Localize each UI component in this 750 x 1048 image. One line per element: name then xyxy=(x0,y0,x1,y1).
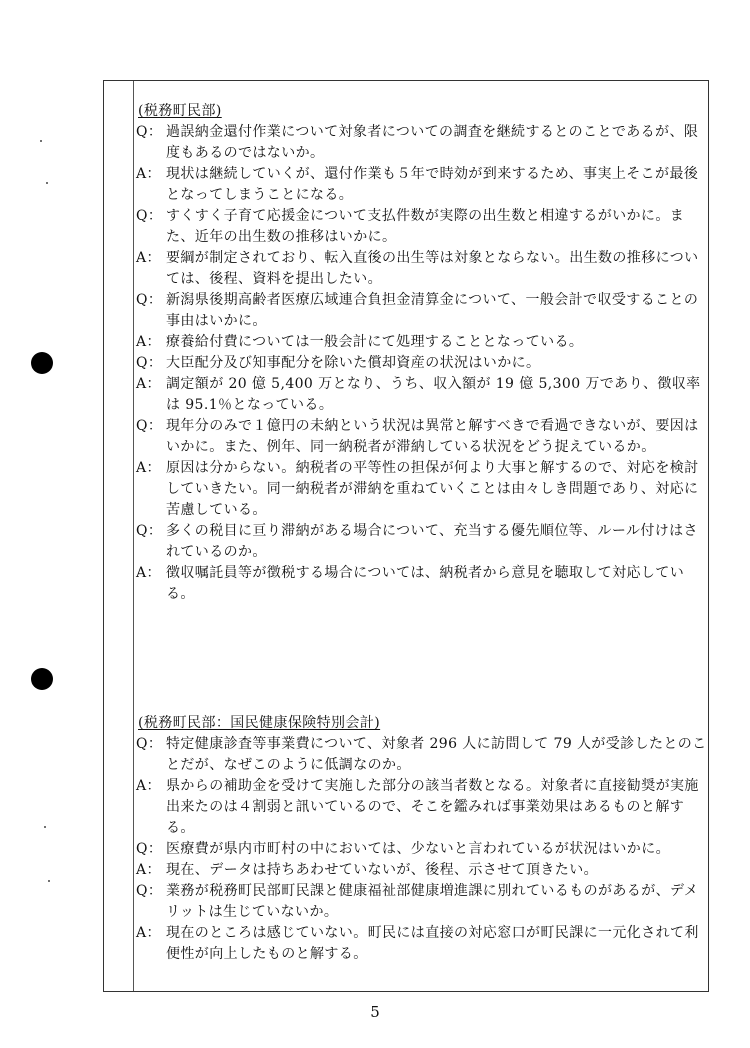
qa-label: Q： xyxy=(136,208,163,224)
qa-label: Q： xyxy=(136,418,163,434)
question-item xyxy=(133,881,711,923)
qa-label: Q： xyxy=(136,523,163,539)
qa-text: 療養給付費については一般会計にて処理することとなっている。 xyxy=(166,334,584,350)
scan-speck xyxy=(44,826,46,828)
answer-item xyxy=(133,374,711,416)
qa-label: Q： xyxy=(136,124,163,140)
question-item xyxy=(133,290,711,332)
qa-text: 特定健康診査等事業費について、対象者 296 人に訪問して 79 人が受診したとのことだが、なぜこのように低調なのか。 xyxy=(166,736,707,773)
section-heading: (税務町民部：国民健康保険特別会計) xyxy=(138,715,381,731)
question-item xyxy=(133,416,711,458)
qa-label: Q： xyxy=(136,292,163,308)
qa-text: 現年分のみで１億円の未納という状況は異常と解すべきで看過できないが、要因はいかに。また、例年、同一納税者が滞納している状況をどう捉えているか。 xyxy=(166,418,699,455)
scan-speck xyxy=(48,880,50,882)
qa-label: A： xyxy=(136,250,161,266)
binder-hole-top xyxy=(31,352,53,374)
qa-label: A： xyxy=(136,460,161,476)
qa-text: 徴収嘱託員等が徴税する場合については、納税者から意見を聴取して対応している。 xyxy=(166,565,685,602)
qa-text: 多くの税目に亘り滞納がある場合について、充当する優先順位等、ルール付けはされているのか。 xyxy=(166,523,698,560)
qa-text: 現在、データは持ちあわせていないが、後程、示させて頂きたい。 xyxy=(166,862,598,878)
question-item xyxy=(133,122,711,164)
qa-label: Q： xyxy=(136,883,163,899)
question-item xyxy=(133,353,711,374)
binder-hole-bottom xyxy=(31,668,53,690)
qa-list xyxy=(133,122,711,605)
minutes-content xyxy=(133,101,711,965)
answer-item xyxy=(133,563,711,605)
qa-text: すくすく子育て応援金について支払件数が実際の出生数と相違するがいかに。また、近年の出生数の推移はいかに。 xyxy=(166,208,685,245)
scan-speck xyxy=(40,140,42,142)
qa-label: A： xyxy=(136,778,161,794)
qa-text: 現状は継続していくが、還付作業も５年で時効が到来するため、事実上そこが最後となってしまうことになる。 xyxy=(166,166,699,203)
question-item xyxy=(133,839,711,860)
answer-item xyxy=(133,923,711,965)
qa-list xyxy=(133,734,711,965)
answer-item xyxy=(133,248,711,290)
qa-label: A： xyxy=(136,334,161,350)
question-item xyxy=(133,521,711,563)
answer-item xyxy=(133,164,711,206)
question-item xyxy=(133,734,711,776)
section-heading: (税務町民部) xyxy=(138,103,222,119)
qa-text: 業務が税務町民部町民課と健康福祉部健康増進課に別れているものがあるが、デメリットは生じていないか。 xyxy=(166,883,699,920)
qa-text: 要綱が制定されており、転入直後の出生等は対象とならない。出生数の推移については、後程、資料を提出したい。 xyxy=(166,250,699,287)
qa-label: A： xyxy=(136,376,161,392)
answer-item xyxy=(133,332,711,353)
answer-item xyxy=(133,860,711,881)
qa-text: 新潟県後期高齢者医療広域連合負担金清算金について、一般会計で収受することの事由はいかに。 xyxy=(166,292,699,329)
qa-text: 県からの補助金を受けて実施した部分の該当者数となる。対象者に直接勧奨が実施出来たのは４割弱と訊いているので、そこを鑑みれば事業効果はあるものと解する。 xyxy=(166,778,699,836)
qa-text: 過誤納金還付作業について対象者についての調査を継続するとのことであるが、限度もあるのではないか。 xyxy=(166,124,699,161)
qa-label: Q： xyxy=(136,355,163,371)
answer-item xyxy=(133,458,711,521)
answer-item xyxy=(133,776,711,839)
qa-text: 現在のところは感じていない。町民には直接の対応窓口が町民課に一元化されて利便性が向上したものと解する。 xyxy=(166,925,699,962)
qa-label: A： xyxy=(136,565,161,581)
qa-label: A： xyxy=(136,166,161,182)
qa-text: 原因は分からない。納税者の平等性の担保が何より大事と解するので、対応を検討していきたい。同一納税者が滞納を重ねていくことは由々しき問題であり、対応に苦慮している。 xyxy=(166,460,699,518)
section-tax-resident-dept xyxy=(133,101,711,605)
qa-label: Q： xyxy=(136,841,163,857)
page-number: 5 xyxy=(370,1003,380,1021)
question-item xyxy=(133,206,711,248)
qa-label: Q： xyxy=(136,736,163,752)
section-national-health-insurance xyxy=(133,713,711,965)
qa-text: 大臣配分及び知事配分を除いた償却資産の状況はいかに。 xyxy=(166,355,541,371)
qa-label: A： xyxy=(136,925,161,941)
qa-text: 調定額が 20 億 5,400 万となり、うち、収入額が 19 億 5,300 万であり、徴収率は 95.1％となっている。 xyxy=(166,376,701,413)
section-gap xyxy=(133,605,711,713)
qa-text: 医療費が県内市町村の中においては、少ないと言われているが状況はいかに。 xyxy=(166,841,670,857)
scan-speck xyxy=(46,182,48,184)
qa-label: A： xyxy=(136,862,161,878)
